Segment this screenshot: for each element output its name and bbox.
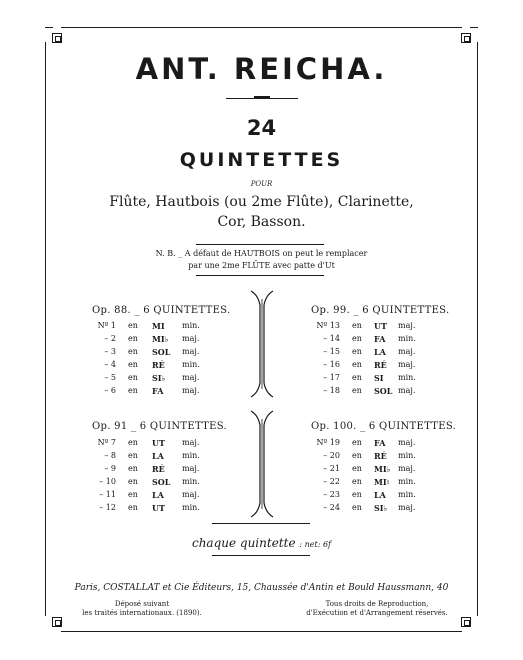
frame-top-right-tick xyxy=(470,27,478,28)
corner-ornament-bottom-left xyxy=(52,617,62,627)
rights-note xyxy=(302,600,452,618)
deposit-note xyxy=(72,600,212,618)
price-line xyxy=(0,536,523,550)
note-line-2: par une 2me FLÛTE avec patte d'Ut xyxy=(188,261,335,270)
note-top-rule xyxy=(196,244,324,245)
title-rule-ornament xyxy=(254,96,270,99)
group-heading-op100: Op. 100. _ 6 QUINTETTES. xyxy=(311,421,457,432)
frame-top-line xyxy=(61,27,462,28)
frame-top-left-tick xyxy=(45,27,53,28)
group-heading-op91: Op. 91 _ 6 QUINTETTES. xyxy=(92,421,227,432)
group-heading-op99: Op. 99. _ 6 QUINTETTES. xyxy=(311,305,450,316)
frame-bottom-line xyxy=(61,631,462,632)
instruments-line-1: Flûte, Hautbois (ou 2me Flûte), Clarinette, xyxy=(109,194,414,210)
corner-ornament-top-left xyxy=(52,33,62,43)
price-text: chaque quintette xyxy=(191,536,296,550)
price-net: : net: 6f xyxy=(299,540,332,549)
rights-line-2: d'Exécution et d'Arrangement réservés. xyxy=(306,609,448,617)
quintet-count: 24 xyxy=(246,116,277,140)
composer-name: ANT. REICHA. xyxy=(135,52,388,86)
deposit-line-1: Déposé suivant xyxy=(114,600,170,608)
bracket-ornament-upper xyxy=(248,289,276,399)
rights-line-1: Tous droits de Reproduction, xyxy=(325,600,429,608)
note-bottom-rule xyxy=(196,275,324,276)
corner-ornament-bottom-right xyxy=(461,617,471,627)
group-heading-op88: Op. 88. _ 6 QUINTETTES. xyxy=(92,305,231,316)
bracket-ornament-lower xyxy=(248,409,276,519)
corner-ornament-top-right xyxy=(461,33,471,43)
price-bottom-rule xyxy=(212,555,310,556)
pour-label: POUR xyxy=(250,180,273,188)
work-title: QUINTETTES xyxy=(179,149,344,171)
price-top-rule xyxy=(212,523,310,524)
deposit-line-2: les traités internationaux. (1890). xyxy=(82,609,202,617)
note-line-1: N. B. _ A défaut de HAUTBOIS on peut le remplacer xyxy=(155,249,368,258)
publisher-line: Paris, COSTALLAT et Cie Éditeurs, 15, Chaussée d'Antin et Bould Haussmann, 40 xyxy=(74,583,449,593)
instruments-line-2: Cor, Basson. xyxy=(217,214,306,230)
